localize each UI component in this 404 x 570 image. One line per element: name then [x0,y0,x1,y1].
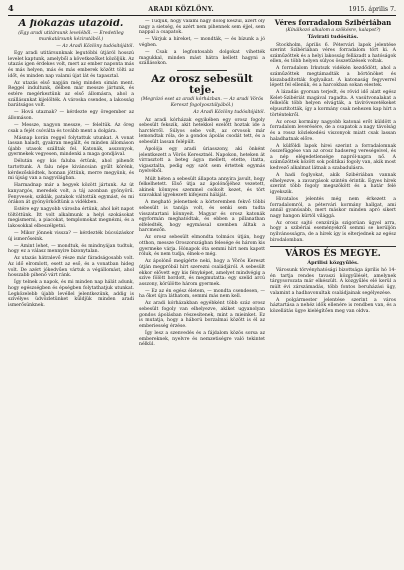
paragraph: Így lesz a szenvedés és a fájdalom közös sorsa az embereknek, nyelvre és nemzetiségre való tekintet nélkül. [139,330,265,348]
column-1 [8,19,134,567]
paragraph: A polgármester jelentése szerint a város háztartása a nehéz idők ellenére is rendben van, és a közellátás ügye kielégítően meg van oldva. [270,297,396,314]
newspaper-name: ARADI KÖZLÖNY. [148,6,214,13]
paragraph: — Csak a legfontosabb dolgokat vihették magukkal, minden mást hátra kellett hagyni a szállásokon. [139,49,265,67]
column-3 [270,19,396,567]
paragraph: Estére egy nagyobb városba értünk, ahol két napot töltöttünk. Itt volt alkalmunk a helyi szokásokat megismerni, a piacokat, templomokat megnézni, és a lakosokkal elbeszélgetni. [8,207,134,229]
section-subtitle: Áprilisi közgyűlés. [307,260,359,267]
section-title: VÁROS ÉS MEGYE. [285,249,381,260]
paragraph: A hadi foglyokat, akik Szibériában vannak elhelyezve, a zavargások szintén érintik. Egyes hírek szerint több fogoly megszökött és a határ felé igyekszik. [270,173,396,195]
paragraph: — Messze, nagyon messze, — feleltük. Az öreg csak a fejét csóválta és tovább ment a dolgára. [8,122,134,134]
paragraph: Ápolója egy aradi úriasszony, aki önként jelentkezett a Vörös Keresztnél. Napokon, heteken át virrasztott a beteg ágya mellett, etette, itatta, vigasztalta, pedig egy szót sem értettek egymás nyelvéből. [139,147,265,175]
paragraph: Az orosz sajtó cenzúrája szigorúan ügyel arra, hogy a szibériai eseményekről semmi se kerüljön nyilvánosságra, de a hírek így is elterjednek az egész birodalomban. [270,220,396,243]
paragraph: — Mikor jönnek vissza? — kérdezték búcsúzáskor új ismerőseink. [8,231,134,242]
paragraph: Az aradi kórházak egyikében egy orosz fogoly sebesült fekszik, akit hetekkel ezelőtt hoztak ide a harctérről. Súlyos sebe volt, az orvosok már lemondtak róla, de a gondos ápolás csodát tett, és a sebesült lassan felépült. [139,117,265,145]
page-number: 4 [8,3,14,13]
column-layout [8,19,396,567]
paragraph: A megható jelenetnek a kórteremben fekvő többi sebesült is tanúja volt, és senki sem tudta visszatartani könnyeit. Magyar és orosz katonák egyformán meghatódtak, és ebben a pillanatban elfeledték, hogy egymással szemben álltak a harcmezőn. [139,200,265,234]
paragraph: — Hová utaznak? — kérdezte egy öregember az állomáson. [8,110,134,121]
paragraph: — Amint lehet, — mondtuk, és mindnyájan tudtuk, hogy ez a válasz mennyire bizonytalan. [8,243,134,255]
paragraph: A forradalom Irkutszk vidékén kezdődött, ahol a száműzöttek megtámadták a börtönöket és kiszabadították foglyaikat. A katonaság fegyverrel lépett fel ellenük, és a harcokban sokan elestek. [270,66,396,89]
article-title: Véres forradalom Szibériában [274,19,392,27]
issue-date: 1915. április 7. [348,6,396,13]
paragraph: Stockholm, április 6. Pétervári lapok jelentése szerint Szibériában véres forradalom tört ki. A száműzöttek és a helyi lakosság fellázadt a hatóságok ellen, és több helyen súlyos összetűzések voltak. [270,42,396,65]
divider [270,246,396,247]
paragraph: Harmadnap már a hegyek között jártunk. Az út kanyargós, meredek volt, a táj azonban gyönyörű. Fenyvesek, sziklák, patakok váltották egymást, és mi órákon át gyönyörködtünk a vidékben. [8,183,134,206]
paragraph: Így telnek a napok, és mi minden nap hálát adunk, hogy egészségben és épségben folytathatjuk utunkat. Legközelebb újabb levéllel jelentkezünk, addig is szívélyes üdvözletünket küldjük minden aradi ismerősünknek. [8,280,134,308]
paragraph: Városunk törvényhatósági bizottsága április hó 14-én tartja rendes tavaszi közgyűlését, amelynek tárgysorozata már elkészült. A közgyűlés elé kerül a múlt évi zárszámadás, több fontos beruházási ügy, valamint a hadbavonultak családjainak segélyezése. [270,268,396,296]
paragraph: Hivatalos jelentés még nem érkezett a forradalomról, a pétervári kormány hallgat, ami annál gyanúsabb, mert máskor minden apró sikert nagy hangon kürtöl világgá. [270,196,396,219]
paragraph: A lázadás gyorsan terjedt, és rövid idő alatt egész Kelet-Szibériát magával ragadta. A vasútvonalakat a felkelők több helyen elvágták, a távíróvezetékeket elpusztították, így a kormány csak nehezen kap hírt a történtekről. [270,90,396,118]
paragraph: Az utazás első napján még minden simán ment. Reggel indultunk, délben már messze jártunk, és estére megérkeztünk az első állomásra, ahol a szállásunkat kijelölték. A városka csendes, a lakosság barátságos volt. [8,80,134,109]
article-subtitle: (Egy aradi utitársunk leveléből. — Eredetileg munkatársunk kéziratából.) [18,31,124,42]
paragraph: Az orosz sebesült elmondta tolmács útján, hogy otthon, messze Oroszországban felesége és három kis gyermeke várja. Hónapok óta semmi hírt nem kapott róluk, és nem tudja, élnek-e még. [139,235,265,258]
paragraph: Az utazás hátralevő része már fáradságosabb volt. Az idő elromlott, esett az eső, és a vonatban hideg volt. De azért jókedvűen vártuk a végállomást, ahol hosszabb pihenő várt ránk. [8,256,134,279]
paragraph: Az aradi kórházakban egyébként több száz orosz sebesült fogoly van elhelyezve, akiket ugyanolyan gondos ápolásban részesítenek, mint a mieinket. Ez is mutatja, hogy a háború borzalmai között is él az emberiesség érzése. [139,301,265,329]
article-kicker: Távirati tudósítás. [307,34,359,41]
paragraph: Az orosz kormány nagyobb katonai erőt küldött a forradalom leverésére, de a csapatok a nagy távolság és a rossz közlekedési viszonyok miatt csak lassan haladhatnak előre. [270,119,396,142]
paragraph: Az ápolónő megígérte neki, hogy a Vörös Kereszt útján megpróbál hírt szerezni családjáról. A sebesült ekkor elővett egy kis fényképet, amelyet mindvégig a szíve fölött hordott, és megmutatta: egy szelíd arcú asszony, körülötte három gyermek. [139,259,265,287]
paragraph: — Tudjuk, hogy valami nagy dolog készül, azért oly nagy a sietség, és azért nem pihennek sem éjjel, sem nappal a csapatok. [139,19,265,36]
paragraph: Egy aradi utitársunknak legutóbbi útjáról hosszú levelet kaptunk, amelyből a következőket közöljük. Az utazás igen érdekes volt, mert az ember naponta más és más helyen, más és más emberek között tölti az időt, és minden nap valami újat lát és tapasztal. [8,51,134,79]
article-title: A fiókazás utazóid. [18,19,124,29]
paragraph: — Ez az én egész életem, — mondta csendesen, — ha őket újra láthatom, semmi más nem kell. [139,288,265,300]
page-header [8,4,396,16]
article-byline: — Az Aradi Közlöny tudósítójától. [56,44,134,50]
divider [177,70,227,71]
paragraph: A külföldi lapok hírei szerint a forradalomnak összefüggése van az orosz hadsereg vereségeivel, és a nép elégedetlensége napról-napra nő. A száműzöttek között sok politikai fogoly van, akik most kedvező alkalmat látnak a szabadulásra. [270,143,396,171]
paragraph: Múlt héten a sebesült állapota annyira javult, hogy felkelhetett. Első útja az ápolónőjéhez vezetett, akinek könnyes szemmel csókolt kezet, és tört szavakkal igyekezett kifejezni háláját. [139,176,265,199]
column-2 [139,19,265,567]
paragraph: Másnap korán reggel folytattuk utunkat. A vonat lassan haladt, gyakran megállt, és minden állomáson újabb utasok szálltak fel. Katonák, asszonyok, gyermekek vegyesen, mindenki a maga gondjával. [8,135,134,158]
article-byline: Az Aradi Közlöny tudósítójától. [193,110,265,116]
article-subtitle: (Kínálkozó alkalom a szökésre, kalapot?) [285,27,381,33]
paragraph: Délután egy kis faluba értünk, ahol pihenőt tartottunk. A falu népe kiváncsian gyűlt körénk, kérdezősködtek, honnan jöttünk, merre megyünk, és mi újság van a nagyvilágban. [8,159,134,182]
article-subtitle: (Megrázó eset az aradi kórházban. — Az aradi Vörös Kereszt fogolyosztályából.) [140,97,264,108]
article-title: Az orosz sebesült teje. [151,72,253,96]
paragraph: — Várjuk a híreket, — mondták, — és bízunk a jó végben. [139,37,265,48]
